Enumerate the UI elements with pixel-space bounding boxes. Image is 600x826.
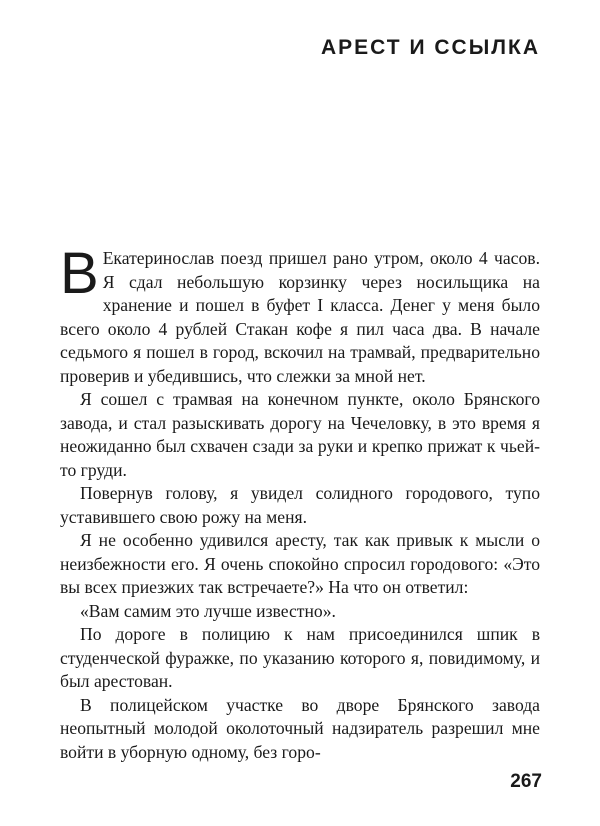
paragraph-7: В полицейском участке во дворе Брянского завода неопытный молодой околоточный надзиратель разрешил мне войти в уборную одному, без горо- (60, 694, 540, 762)
paragraph-2: Я сошел с трамвая на конечном пункте, около Брянского завода, и стал разыскивать дорогу на Чечеловку, в это время я неожиданно был схвачен сзади за руки и крепко прижат к чьей-то груди. (60, 389, 540, 480)
page-number: 267 (510, 771, 542, 792)
paragraph-6: По дороге в полицию к нам присоединился шпик в студенческой фуражке, по указанию которого я, повидимому, и был арестован. (60, 624, 540, 691)
paragraph-1 (60, 241, 540, 388)
drop-cap: В (60, 241, 99, 306)
paragraph-4: Я не особенно удивился аресту, так как привык к мысли о неизбежности его. Я очень спокойно спросил городового: «Это вы всех приезжих так встречаете?» На что он ответил: (60, 530, 540, 597)
paragraph-1-text: Екатеринослав поезд пришел рано утром, около 4 часов. Я сдал небольшую корзинку через носильщика на хранение и пошел в буфет I класса. Денег у меня было всего около 4 рублей Стакан кофе я пил часа два. В начале седьмого я пошел в город, вскочил на трамвай, предварительно проверив и убедившись, что слежки за мной нет. (60, 248, 540, 386)
body-text (60, 241, 540, 764)
paragraph-3: Повернув голову, я увидел солидного городового, тупо уставившего свою рожу на меня. (60, 483, 540, 527)
paragraph-5: «Вам самим это лучше известно». (80, 600, 336, 621)
chapter-title: АРЕСТ И ССЫЛКА (320, 36, 540, 59)
